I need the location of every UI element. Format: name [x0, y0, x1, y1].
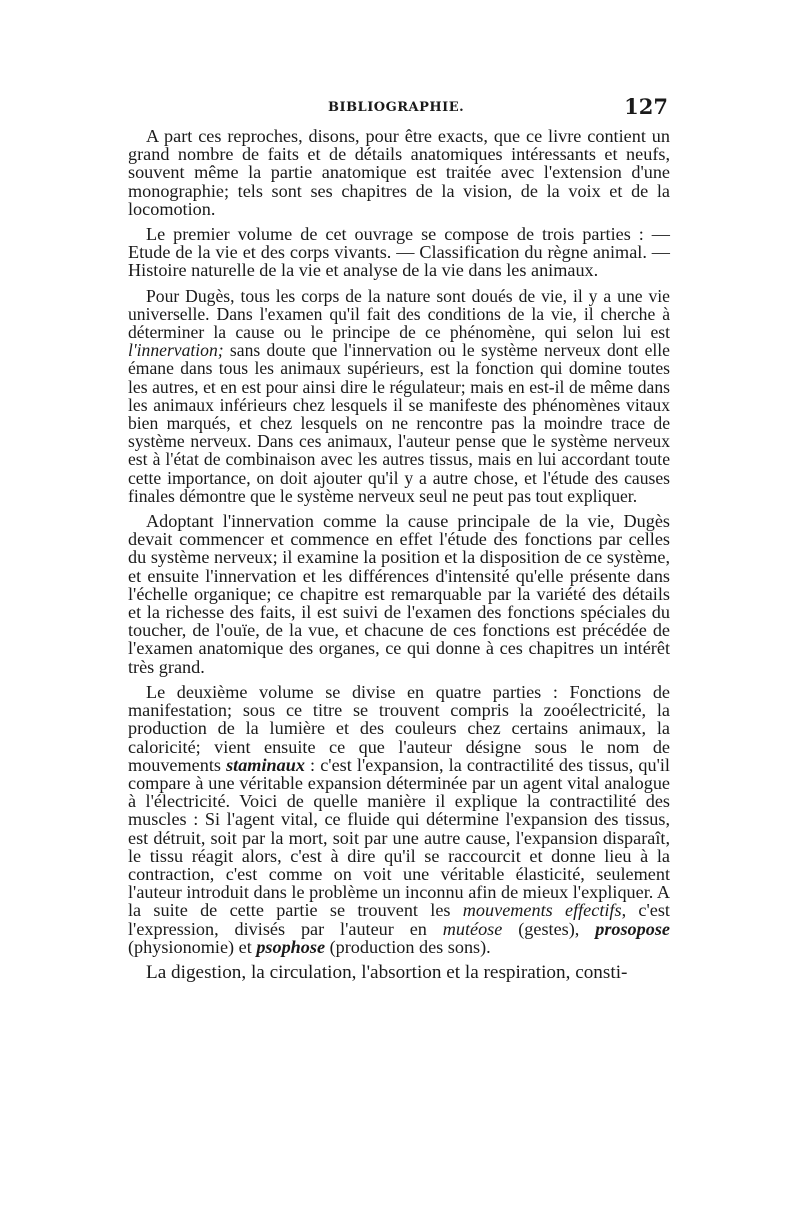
paragraph — [128, 683, 670, 956]
bold-italic-term: prosopose — [595, 918, 670, 939]
text-run: , c'est l'expression, divisés par l'auteur en — [128, 900, 670, 939]
running-head — [130, 94, 670, 124]
bold-italic-term: psophose — [256, 936, 326, 957]
text-run: Pour Dugès, tous les corps de la nature sont doués de vie, il y a une vie universelle. Dans l'examen qu'il fait des conditions de la vie, il cherche à déterminer la cause ou le principe de ce phénomène, qui selon lui est — [128, 285, 670, 343]
bold-italic-term: staminaux — [226, 754, 305, 775]
text-run: sans doute que l'innervation ou le système nerveux dont elle émane dans tous les animaux supérieurs, est la fonction qui domine toutes les autres, et en est pour ainsi dire le régulateur; mais en est-il de même dans les animaux inférieurs chez lesquels il se manifeste des phénomènes vitaux bien marqués, et chez lesquels on ne rencontre pas la moindre trace de système nerveux. Dans ces animaux, l'auteur pense que le système nerveux est à l'état de combinaison avec les autres tissus, mais en lui accordant toute cette importance, on doit ajouter qu'il y a autre chose, et l'étude des causes finales démontre que le système nerveux seul ne peut pas tout expliquer. — [128, 340, 670, 506]
text-run: Le deuxième volume se divise en quatre parties : Fonctions de manifestation; sous ce titre se trouvent compris la zooélectricité, la production de la lumière et des couleurs chez certains animaux, la caloricité; vient ensuite ce que l'auteur désigne sous le nom de mouvements — [128, 681, 670, 775]
text-run: A part ces reproches, disons, pour être exacts, que ce livre contient un grand nombre de faits et de détails anatomiques intéressants et neufs, souvent même la partie anatomique est traitée avec l'extension d'une monographie; tels sont ses chapitres de la vision, de la voix et de la locomotion. — [128, 126, 670, 219]
italic-term: l'innervation; — [128, 340, 224, 361]
text-run: (production des sons). — [325, 936, 491, 957]
paragraph — [128, 287, 670, 505]
running-title: BIBLIOGRAPHIE. — [328, 100, 465, 115]
text-run: La digestion, la circulation, l'absortion et la respiration, consti- — [146, 961, 628, 983]
text-run: Le premier volume de cet ouvrage se compose de trois parties : — Etude de la vie et des corps vivants. — Classification du règne animal. — Histoire naturelle de la vie et analyse de la vie dans les animaux. — [128, 224, 670, 281]
body-text — [128, 127, 670, 982]
text-run: (gestes), — [502, 918, 596, 939]
paragraph — [128, 225, 670, 280]
paragraph — [128, 127, 670, 218]
paragraph — [128, 512, 670, 676]
text-run: : c'est l'expansion, la contractilité des tissus, qu'il compare à une véritable expansion déterminée par un agent vital analogue à l'électricité. Voici de quelle manière il explique la contractilité des muscles : Si l'agent vital, ce fluide qui détermine l'expansion des tissus, est détruit, soit par la mort, soit par une autre cause, l'expansion disparaît, le tissu réagit alors, c'est à dire qu'il se raccourcit et donne lieu à la contraction, c'est comme on voit une véritable élasticité, seulement l'auteur introduit dans le problème un inconnu afin de mieux l'expliquer. A la suite de cette partie se trouvent les — [128, 754, 670, 921]
italic-term: mouvements effectifs — [462, 900, 622, 921]
text-run: Adoptant l'innervation comme la cause principale de la vie, Dugès devait commencer et commence en effet l'étude des fonctions par celles du système nerveux; il examine la position et la disposition de ce système, et ensuite l'innervation et les différences d'intensité qu'elle présente dans l'échelle organique; ce chapitre est remarquable par la variété des détails et la richesse des faits, il est suivi de l'examen des fonctions spéciales du toucher, de l'ouïe, de la vue, et chacune de ces fonctions est précédée de l'examen anatomique des organes, ce qui donne à ces chapitres un intérêt très grand. — [128, 511, 670, 677]
italic-term: mutéose — [442, 918, 503, 939]
text-run: (physionomie) et — [128, 936, 257, 957]
page-number: 127 — [624, 94, 668, 119]
paragraph — [128, 963, 670, 982]
